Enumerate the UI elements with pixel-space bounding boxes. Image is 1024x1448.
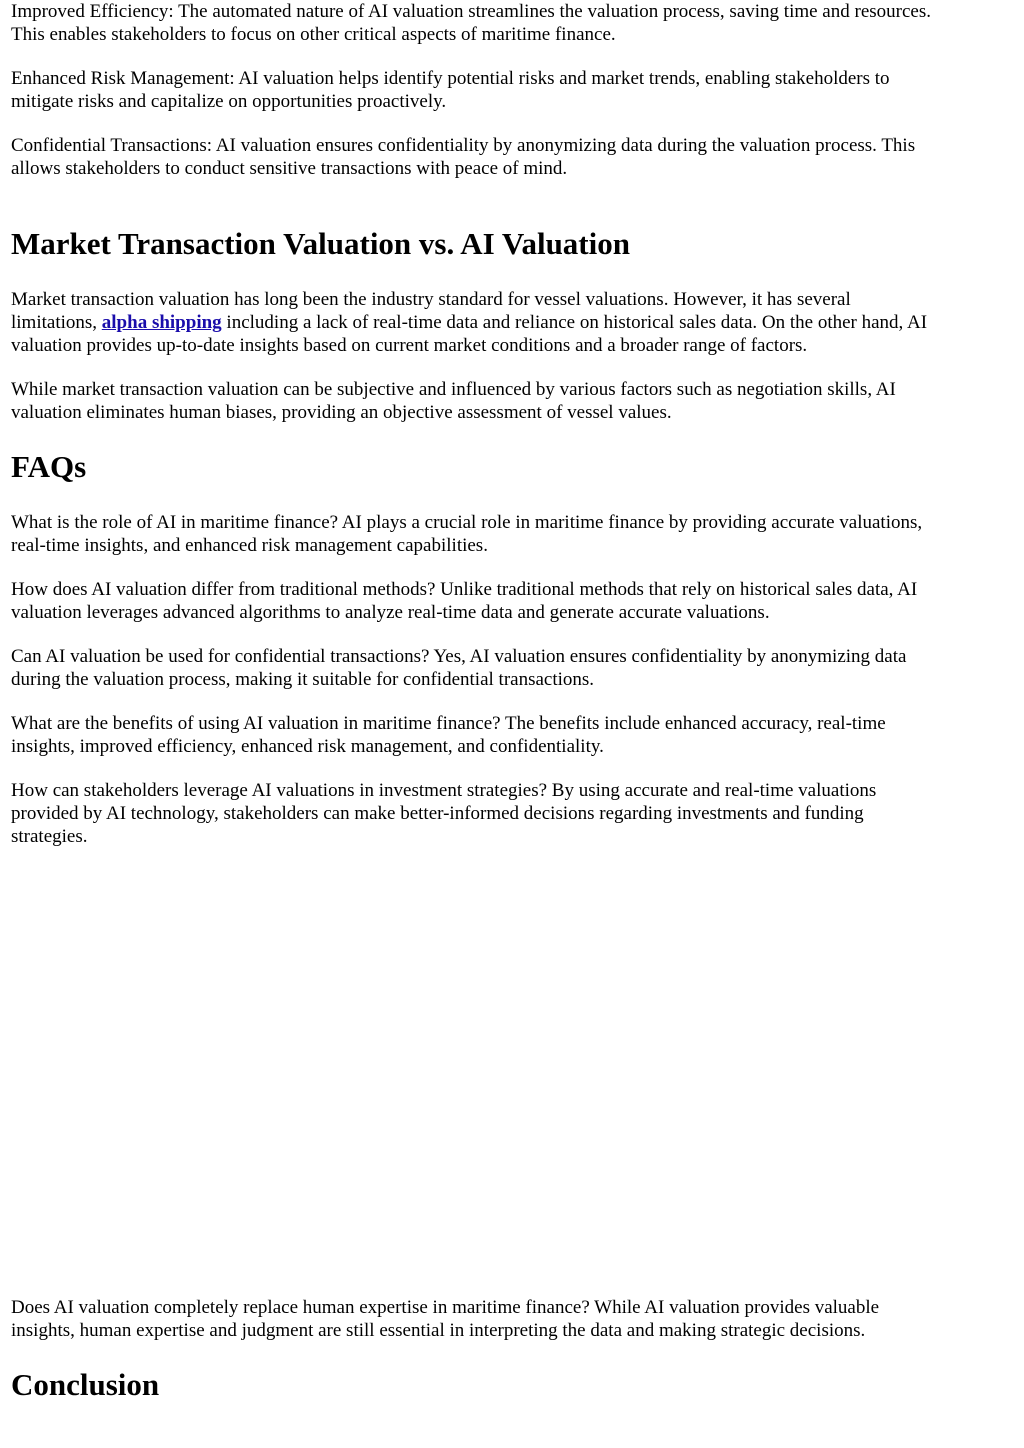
confidential-transactions-paragraph (11, 134, 1015, 180)
faq-item (11, 511, 1015, 557)
text-line: Market transaction valuation has long been the industry standard for vessel valuations. However, it has several (11, 289, 851, 310)
text-line: How does AI valuation differ from traditional methods? Unlike traditional methods that rely on historical sales data, AI (11, 579, 918, 600)
conclusion-heading: Conclusion (11, 1367, 160, 1402)
text-line: Does AI valuation completely replace human expertise in maritime finance? While AI valuation provides valuable (11, 1297, 880, 1318)
text-line: strategies. (11, 826, 88, 848)
text-line: insights, human expertise and judgment are still essential in interpreting the data and making strategic decisions. (11, 1320, 866, 1342)
text-line: Improved Efficiency: The automated nature of AI valuation streamlines the valuation process, saving time and resources. (11, 1, 931, 22)
text-line: valuation leverages advanced algorithms to analyze real-time data and generate accurate valuations. (11, 602, 770, 624)
text-line: Can AI valuation be used for confidential transactions? Yes, AI valuation ensures confidentiality by anonymizing data (11, 646, 907, 667)
faqs-heading: FAQs (11, 449, 87, 484)
faq-item (11, 712, 1015, 758)
text-line: Confidential Transactions: AI valuation ensures confidentiality by anonymizing data during the valuation process. This (11, 135, 916, 156)
text-line (11, 311, 1015, 334)
text-line: real-time insights, and enhanced risk management capabilities. (11, 535, 488, 557)
text-line: allows stakeholders to conduct sensitive transactions with peace of mind. (11, 158, 568, 180)
text-line: While market transaction valuation can be subjective and influenced by various factors such as negotiation skills, AI (11, 379, 896, 400)
text-line: How can stakeholders leverage AI valuations in investment strategies? By using accurate and real-time valuations (11, 780, 877, 801)
faq-item (11, 578, 1015, 624)
text-line: valuation provides up-to-date insights based on current market conditions and a broader range of factors. (11, 335, 808, 357)
text-line: valuation eliminates human biases, providing an objective assessment of vessel values. (11, 402, 672, 424)
text-line: Enhanced Risk Management: AI valuation helps identify potential risks and market trends, enabling stakeholders to (11, 68, 890, 89)
text-segment: limitations, (11, 312, 102, 334)
text-line: What are the benefits of using AI valuation in maritime finance? The benefits include enhanced accuracy, real-time (11, 713, 886, 734)
objective-assessment-paragraph (11, 378, 1015, 424)
faq-item (11, 645, 1015, 691)
efficiency-paragraph (11, 0, 1015, 46)
faq-item (11, 1296, 1015, 1342)
market-valuation-heading: Market Transaction Valuation vs. AI Valuation (11, 226, 630, 261)
text-line: during the valuation process, making it suitable for confidential transactions. (11, 669, 595, 691)
text-line: provided by AI technology, stakeholders can make better-informed decisions regarding investments and funding (11, 803, 864, 825)
alpha-shipping-link[interactable]: alpha shipping (101, 312, 222, 334)
faq-item (11, 779, 1015, 849)
text-line: mitigate risks and capitalize on opportunities proactively. (11, 91, 447, 113)
text-line: This enables stakeholders to focus on other critical aspects of maritime finance. (11, 24, 616, 46)
risk-management-paragraph (11, 67, 1015, 113)
market-transaction-paragraph (11, 288, 1015, 358)
text-segment: including a lack of real-time data and reliance on historical sales data. On the other hand, AI (221, 312, 928, 334)
text-line: insights, improved efficiency, enhanced risk management, and confidentiality. (11, 736, 604, 758)
text-line: What is the role of AI in maritime finance? AI plays a crucial role in maritime finance by providing accurate valuations, (11, 512, 923, 533)
